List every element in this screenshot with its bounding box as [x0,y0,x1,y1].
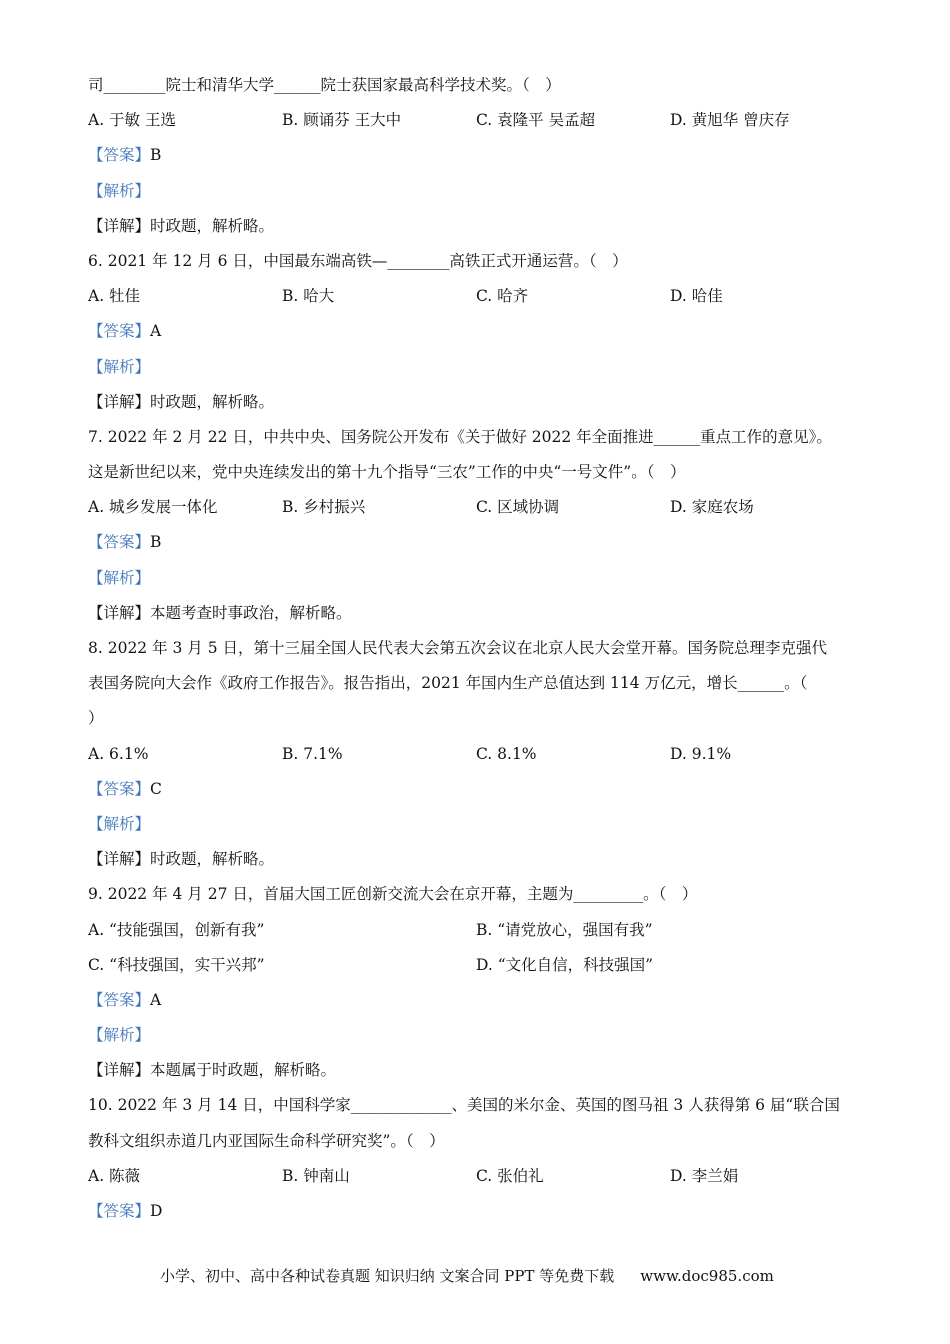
analysis-label: 【解析】 [88,568,151,587]
answer-line [88,983,868,1018]
detail-line [88,842,868,877]
option-row [88,1159,868,1194]
detail-label: 【详解】 [88,603,151,622]
answer-label: 【答案】 [88,779,151,798]
detail-line [88,385,868,420]
question-text-line: 表国务院向大会作《政府工作报告》。报告指出，2021 年国内生产总值达到 114 万亿元，增长______。（ [88,674,808,693]
question-text-line: 这是新世纪以来，党中央连续发出的第十九个指导“三农”工作的中央“一号文件”。（ ） [88,463,686,482]
option-choice: A. 6.1% [88,744,149,763]
option-choice: A. 城乡发展一体化 [88,498,218,517]
analysis-label: 【解析】 [88,814,151,833]
detail-value: 时政题，解析略。 [150,392,275,411]
option-choice: C. 区域协调 [476,498,560,517]
detail-line [88,209,868,244]
answer-value: A [150,322,162,341]
option-row [88,737,868,772]
option-choice: B. 顾诵芬 王大中 [282,111,402,130]
document-body [88,68,868,1229]
analysis-label: 【解析】 [88,1026,151,1045]
analysis-label: 【解析】 [88,357,151,376]
analysis-line [88,174,868,209]
analysis-line [88,1018,868,1053]
option-choice: C. 8.1% [476,744,537,763]
option-row [88,913,868,948]
option-choice: D. 家庭农场 [670,498,754,517]
answer-value: A [150,990,162,1009]
answer-line [88,525,868,560]
option-choice: B. 乡村振兴 [282,498,366,517]
footer-text: 小学、初中、高中各种试卷真题 知识归纳 文案合同 PPT 等免费下载 [160,1267,615,1285]
detail-line [88,596,868,631]
answer-line [88,138,868,173]
answer-value: B [150,146,162,165]
option-choice: D. 黄旭华 曾庆存 [670,111,790,130]
option-choice: D. 9.1% [670,744,732,763]
answer-label: 【答案】 [88,1202,151,1220]
question-text-line: 9. 2022 年 4 月 27 日，首届大国工匠创新交流大会在京开幕，主题为_________。（ ） [88,885,698,904]
detail-value: 本题属于时政题，解析略。 [150,1061,337,1080]
answer-line [88,772,868,807]
detail-line [88,1053,868,1088]
option-choice: A. 于敏 王选 [88,111,176,130]
detail-value: 时政题，解析略。 [150,850,275,869]
answer-label: 【答案】 [88,146,151,165]
question-text-line: 6. 2021 年 12 月 6 日，中国最东端高铁—________高铁正式开通运营。（ ） [88,251,628,270]
option-choice: C. 哈齐 [476,287,529,306]
answer-label: 【答案】 [88,990,151,1009]
analysis-line [88,807,868,842]
option-choice: A. “技能强国，创新有我” [88,920,265,939]
detail-label: 【详解】 [88,216,151,235]
page-footer [160,1262,800,1290]
option-choice: B. “请党放心，强国有我” [476,920,653,939]
answer-line [88,1194,868,1229]
option-row [88,103,868,138]
detail-label: 【详解】 [88,1061,151,1080]
option-row [88,490,868,525]
option-choice: D. 哈佳 [670,287,723,306]
detail-label: 【详解】 [88,850,151,869]
option-choice: C. 张伯礼 [476,1166,544,1185]
option-row [88,279,868,314]
question-text-line: 教科文组织赤道几内亚国际生命科学研究奖”。（ ） [88,1131,445,1150]
option-row [88,948,868,983]
question-text-line: 司________院士和清华大学______院士获国家最高科学技术奖。（ ） [88,76,561,94]
question-text-line: 10. 2022 年 3 月 14 日，中国科学家_____________、美国的米尔金、英国的图马祖 3 人获得第 6 届“联合国 [88,1096,840,1115]
option-choice: B. 哈大 [282,287,335,306]
analysis-line [88,350,868,385]
option-choice: A. 牡佳 [88,287,141,306]
answer-label: 【答案】 [88,322,151,341]
detail-value: 时政题，解析略。 [150,216,275,235]
option-choice: A. 陈薇 [88,1166,141,1185]
analysis-line [88,561,868,596]
answer-value: D [150,1202,163,1220]
question-text-line: 7. 2022 年 2 月 22 日，中共中央、国务院公开发布《关于做好 2022 年全面推进______重点工作的意见》。 [88,427,832,446]
footer-url: www.doc985.com [640,1267,774,1285]
answer-label: 【答案】 [88,533,151,552]
option-choice: C. “科技强国，实干兴邦” [88,955,265,974]
analysis-label: 【解析】 [88,181,151,200]
question-text-line: 8. 2022 年 3 月 5 日，第十三届全国人民代表大会第五次会议在北京人民大会堂开幕。国务院总理李克强代 [88,639,828,657]
answer-value: B [150,533,162,552]
answer-line [88,314,868,349]
detail-label: 【详解】 [88,392,151,411]
option-choice: B. 钟南山 [282,1166,350,1185]
option-choice: C. 袁隆平 吴孟超 [476,111,596,130]
answer-value: C [150,779,162,798]
question-text-line: ） [88,709,104,728]
option-choice: D. 李兰娟 [670,1166,739,1185]
option-choice: B. 7.1% [282,744,343,763]
detail-value: 本题考查时事政治，解析略。 [150,603,352,622]
option-choice: D. “文化自信，科技强国” [476,955,654,974]
